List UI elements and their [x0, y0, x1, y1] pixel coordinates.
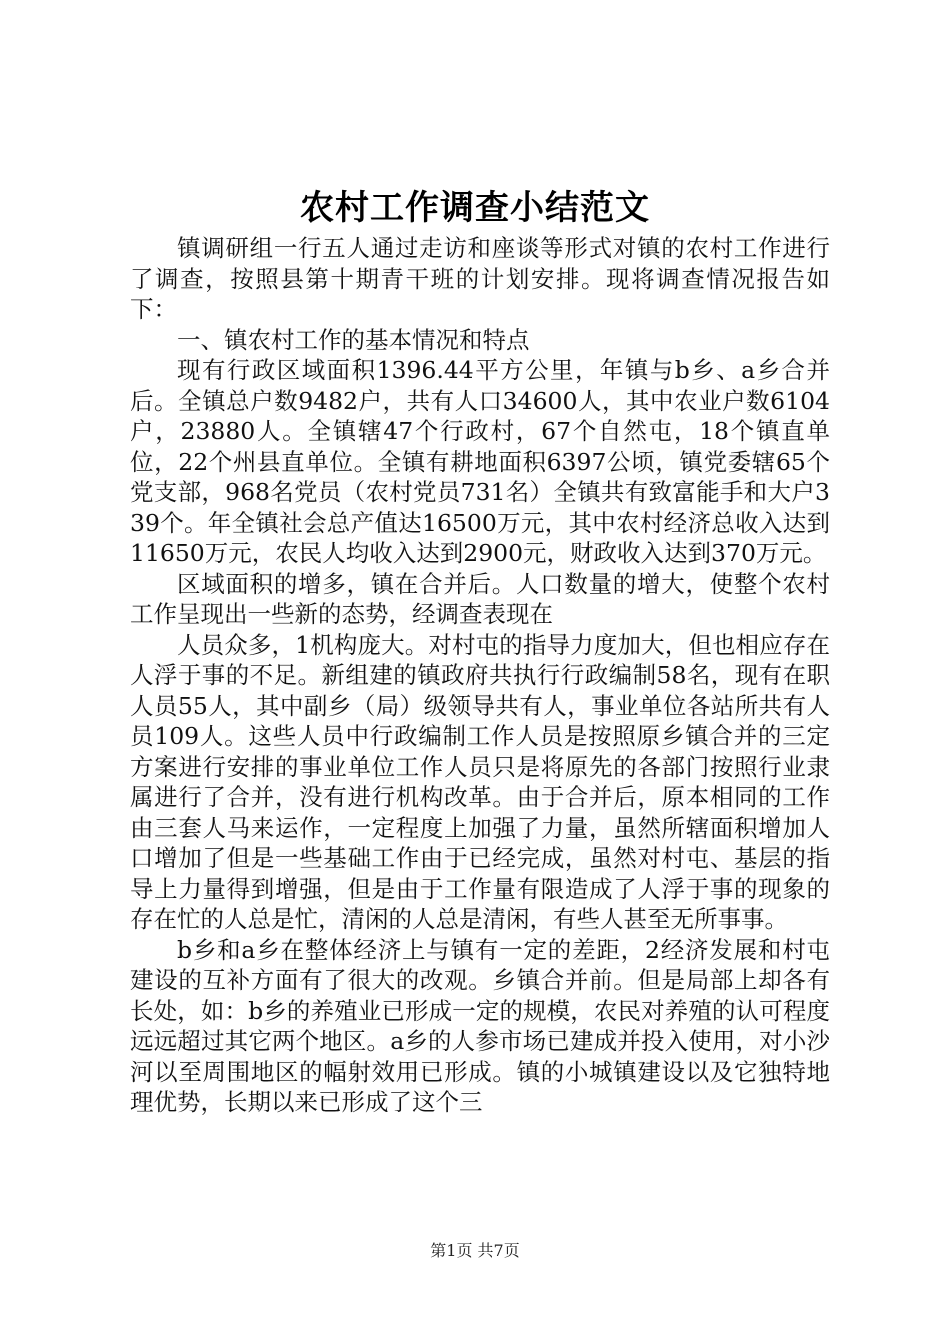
- page-number-footer: 第1页 共7页: [430, 1241, 520, 1260]
- document-body: [130, 233, 830, 1118]
- paragraph-statistics: 现有行政区域面积1396.44平方公里，年镇与b乡、a乡合并后。全镇总户数9482户，共有人口34600人，其中农业户数6104户，23880人。全镇辖47个行政村，67个自然屯，18个镇直单位，22个州县直单位。全镇有耕地面积6397公顷，镇党委辖65个党支部，968名党员（农村党员731名）全镇共有致富能手和大户339个。年全镇社会总产值达16500万元，其中农村经济总收入达到11650万元，农民人均收入达到2900元，财政收入达到370万元。: [130, 356, 830, 567]
- paragraph-intro: 镇调研组一行五人通过走访和座谈等形式对镇的农村工作进行了调查，按照县第十期青干班的计划安排。现将调查情况报告如下：: [130, 234, 830, 323]
- paragraph-economy: b乡和a乡在整体经济上与镇有一定的差距，2经济发展和村屯建设的互补方面有了很大的改观。乡镇合并前。但是局部上却各有长处，如：b乡的养殖业已形成一定的规模，农民对养殖的认可程度远远超过其它两个地区。a乡的人参市场已建成并投入使用，对小沙河以至周围地区的幅射效用已形成。镇的小城镇建设以及它独特地理优势，长期以来已形成了这个三: [130, 935, 830, 1116]
- section-heading-basic-situation: 一、镇农村工作的基本情况和特点: [177, 325, 530, 354]
- document-title: 农村工作调查小结范文: [300, 188, 650, 228]
- paragraph-new-situation: 区域面积的增多，镇在合并后。人口数量的增大，使整个农村工作呈现出一些新的态势，经调查表现在: [130, 569, 830, 628]
- paragraph-staffing: 人员众多，1机构庞大。对村屯的指导力度加大，但也相应存在人浮于事的不足。新组建的镇政府共执行行政编制58名，现有在职人员55人，其中副乡（局）级领导共有人，事业单位各站所共有人员109人。这些人员中行政编制工作人员是按照原乡镇合并的三定方案进行安排的事业单位工作人员只是将原先的各部门按照行业隶属进行了合并，没有进行机构改革。由于合并后，原本相同的工作由三套人马来运作，一定程度上加强了力量，虽然所辖面积增加人口增加了但是一些基础工作由于已经完成，虽然对村屯、基层的指导上力量得到增强，但是由于工作量有限造成了人浮于事的现象的存在忙的人总是忙，清闲的人总是清闲，有些人甚至无所事事。: [130, 630, 830, 933]
